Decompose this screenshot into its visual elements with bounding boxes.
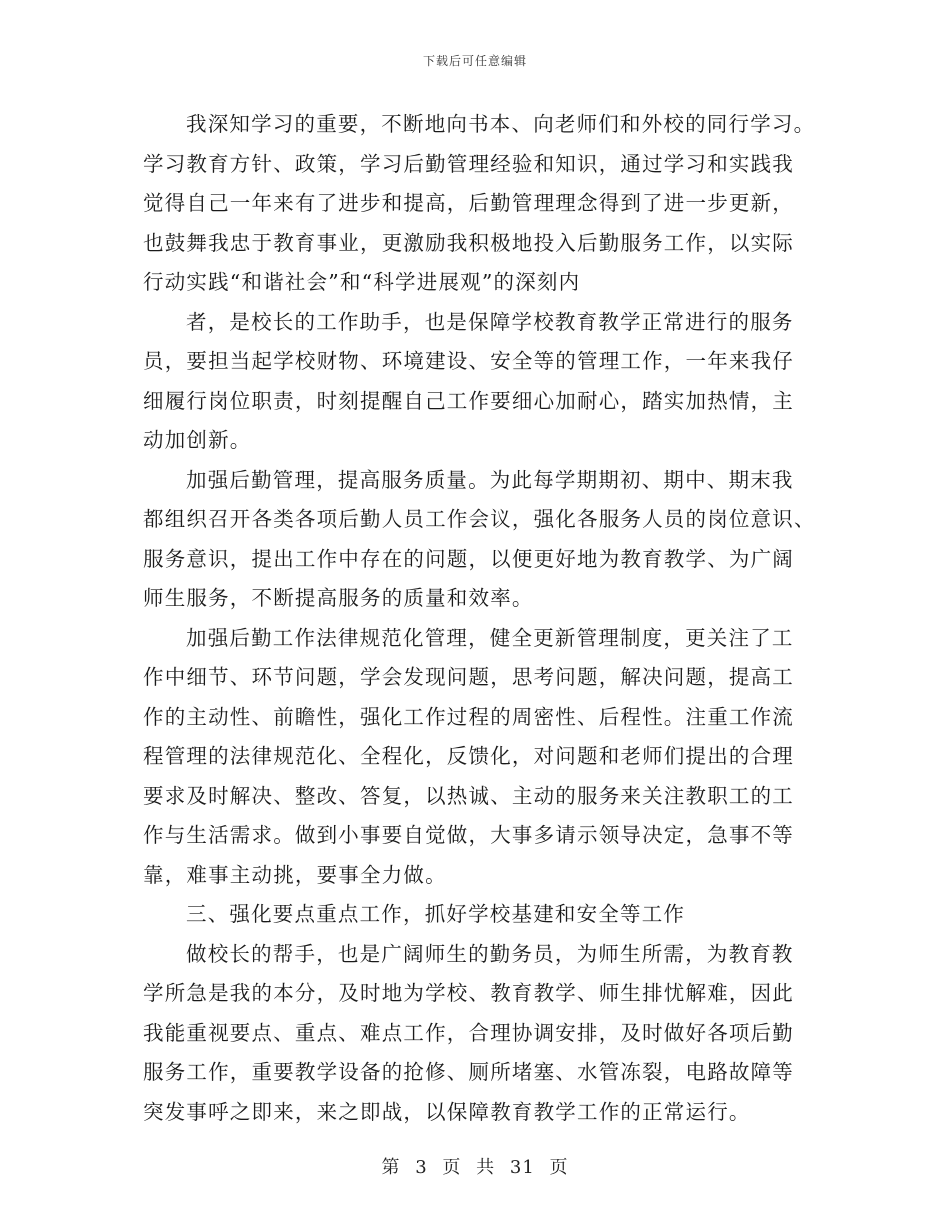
text-line: 做校长的帮手，也是广阔师生的勤务员，为师生所需，为教育教 [186,941,794,966]
text-line: 我能重视要点、重点、难点工作，合理协调安排，及时做好各项后勤 [143,1020,794,1045]
text-line: 作与生活需求。做到小事要自觉做，大事多请示领导决定，急事不等 [143,823,794,847]
text-line: 师生服务，不断提高服务的质量和效率。 [143,586,534,610]
text-line: 作的主动性、前瞻性，强化工作过程的周密性、后程性。注重工作流 [143,704,794,729]
footer-total-label: 共 [476,1157,496,1178]
total-page-count: 31 [509,1157,535,1178]
section-heading: 三、强化要点重点工作，抓好学校基建和安全等工作 [186,902,686,926]
text-line: 要求及时解决、整改、答复，以热诚、主动的服务来关注教职工的工 [143,783,794,808]
text-line: 细履行岗位职责，时刻提醒自己工作要细心加耐心，踏实加热情，主 [143,388,794,413]
text-line: 加强后勤管理，提高服务质量。为此每学期期初、期中、期末我 [186,467,794,492]
text-line: 突发事呼之即来，来之即战，以保障教育教学工作的正常运行。 [143,1099,751,1124]
text-line: 我深知学习的重要，不断地向书本、向老师们和外校的同行学习。 [186,112,816,136]
text-line: 行动实践“和谐社会”和“科学进展观”的深刻内 [143,270,581,294]
footer-prefix: 第 [381,1157,401,1178]
text-line: 都组织召开各类各项后勤人员工作会议，强化各服务人员的岗位意识、 [143,507,816,531]
text-line: 靠，难事主动挑，要事全力做。 [143,862,447,887]
text-line: 服务工作，重要教学设备的抢修、厕所堵塞、水管冻裂，电路故障等 [143,1060,794,1084]
page-header: 下载后可任意编辑 [422,54,527,68]
text-line: 加强后勤工作法律规范化管理，健全更新管理制度，更关注了工 [186,625,794,650]
text-line: 也鼓舞我忠于教育事业，更激励我积极地投入后勤服务工作，以实际 [143,230,794,255]
text-line: 员，要担当起学校财物、环境建设、安全等的管理工作，一年来我仔 [143,349,794,373]
text-line: 程管理的法律规范化、全程化，反馈化，对问题和老师们提出的合理 [143,744,794,768]
page-number-footer [0,1153,950,1179]
footer-total-unit: 页 [549,1157,569,1178]
text-line: 学习教育方针、政策，学习后勤管理经验和知识，通过学习和实践我 [143,151,794,176]
document-body [143,105,816,1132]
text-line: 觉得自己一年来有了进步和提高，后勤管理理念得到了进一步更新， [143,191,794,215]
text-line: 作中细节、环节问题，学会发现问题，思考问题，解决问题，提高工 [143,665,794,689]
current-page-number: 3 [415,1157,428,1178]
text-line: 服务意识，提出工作中存在的问题，以便更好地为教育教学、为广阔 [143,546,794,571]
footer-page-unit: 页 [442,1157,462,1178]
text-line: 动加创新。 [143,428,252,452]
text-line: 学所急是我的本分，及时地为学校、教育教学、师生排忧解难，因此 [143,981,794,1005]
text-line: 者，是校长的工作助手，也是保障学校教育教学正常进行的服务 [186,309,794,334]
